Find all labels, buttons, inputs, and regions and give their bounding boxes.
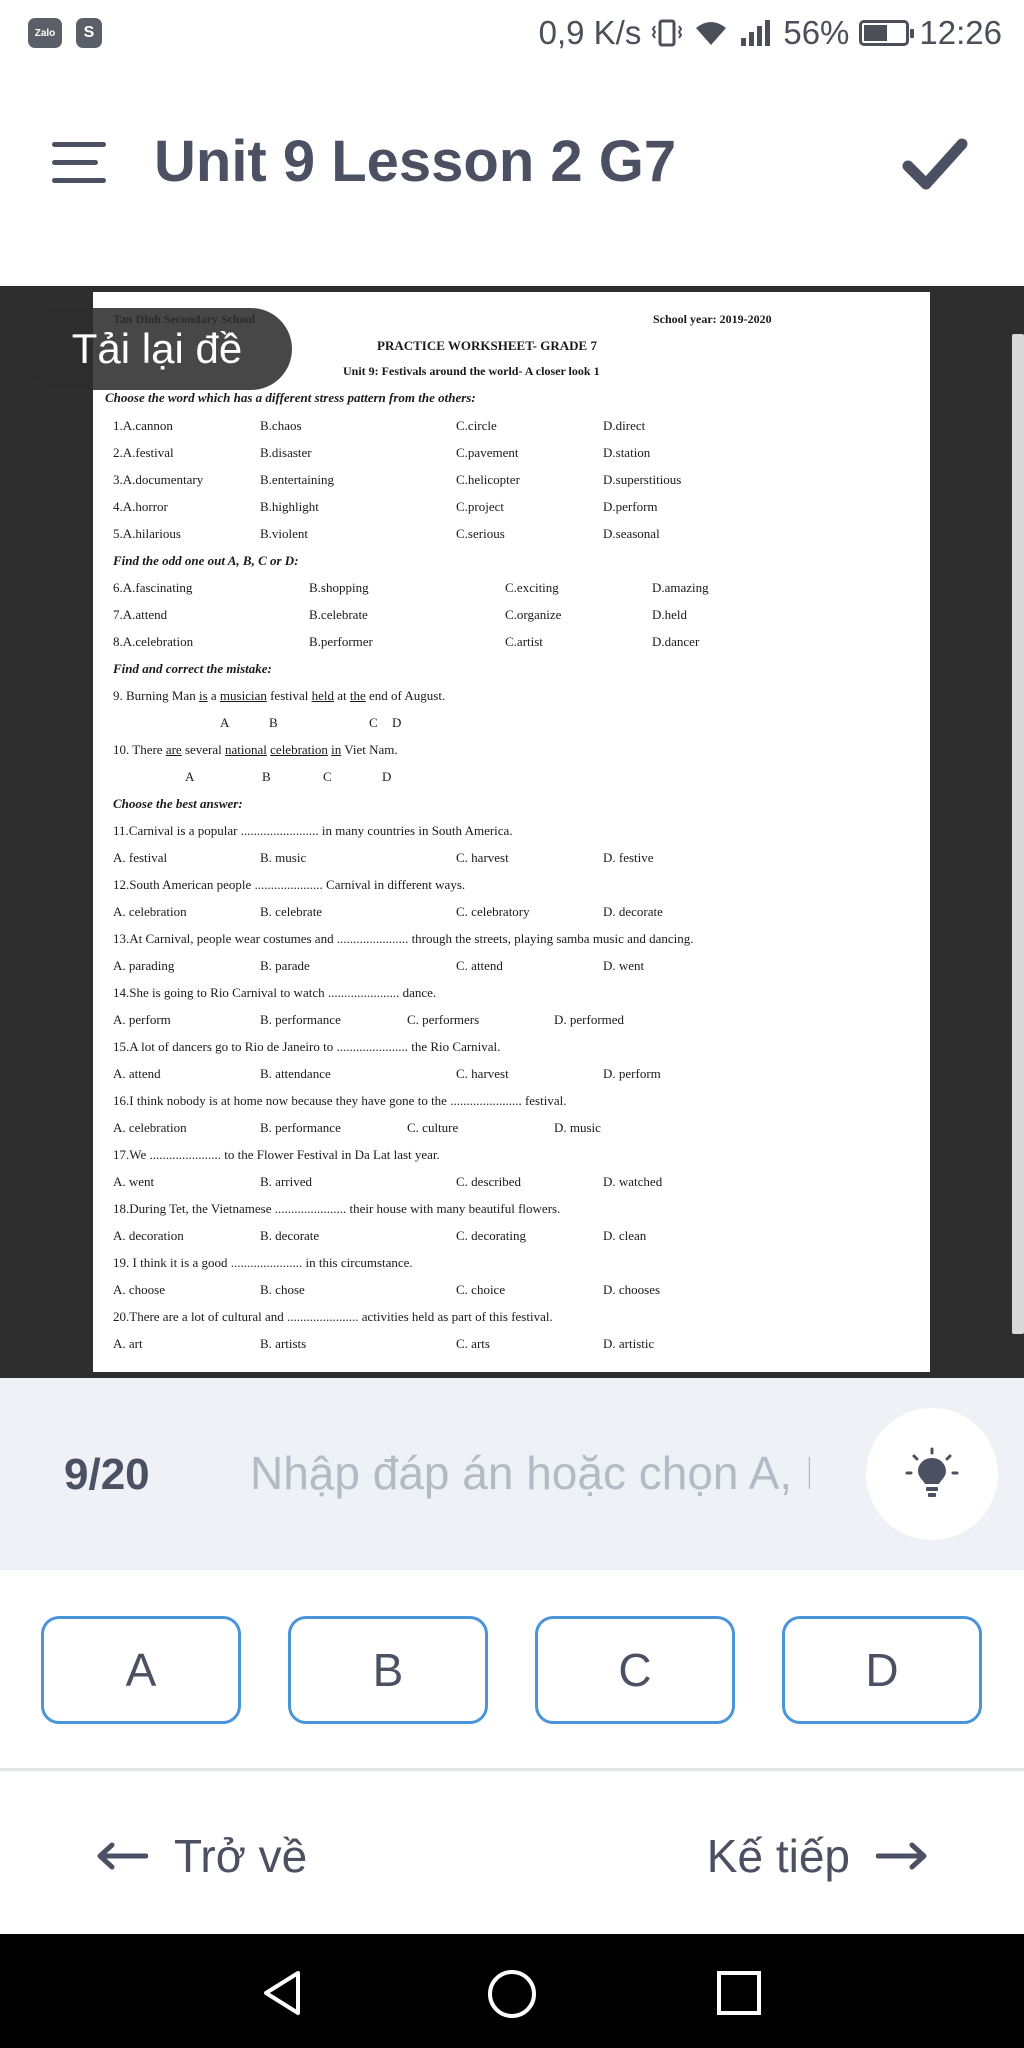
option: C.circle	[456, 418, 497, 433]
option: 4.A.horror	[113, 499, 168, 514]
answer-choices	[0, 1570, 1024, 1768]
network-speed: 0,9 K/s	[538, 14, 642, 51]
choice-a-button[interactable]: A	[41, 1616, 241, 1724]
option: D.superstitious	[603, 472, 682, 487]
option: D.perform	[603, 499, 658, 514]
lightbulb-icon	[904, 1446, 960, 1502]
question-text: 11.Carnival is a popular ........................ in many countries in South America.	[113, 823, 513, 838]
question-text: 16.I think nobody is at home now because they have gone to the ...................... festival.	[113, 1093, 567, 1108]
answer-letters: A B C D	[220, 715, 402, 730]
system-home-icon[interactable]	[486, 1968, 538, 2020]
next-button[interactable]	[707, 1821, 928, 1891]
answer-bar	[0, 1378, 1024, 1570]
worksheet-subtitle: Unit 9: Festivals around the world- A closer look 1	[343, 364, 600, 378]
option: B.celebrate	[309, 607, 368, 622]
bottom-navigation	[0, 1771, 1024, 1934]
choice-d-button[interactable]: D	[782, 1616, 982, 1724]
reload-test-button[interactable]: Tải lại đề	[22, 308, 292, 390]
page-title: Unit 9 Lesson 2 G7	[154, 129, 677, 194]
status-bar	[0, 0, 1024, 68]
option: 5.A.hilarious	[113, 526, 181, 541]
choice-c-button[interactable]: C	[535, 1616, 735, 1724]
worksheet-page: School year: 2019-2020 PRACTICE WORKSHEET- GRADE 7 Unit 9: Festivals around the world- A closer look 1 Choose the word which has a different stress pattern from the others: 1.A.cannon B.chaos C.circle D.direct 2.A.festival B.disaster C.pavement D.station 3.A.documentary B.entertaining C.helicopter D.superstitious 4.A.horror B.highlight C.project D.perform 5.A.hilarious B.violent C.serious D.seasonal Find the odd one out A, B, C or D: 6.A.fascinating B.shopping C.exciting D.amazing 7.A.attend B.celebrate C.organize D.held 8.A.celebration B.performer C.artist D.dancer Find and correct the mistake: 9. Burning Man is a musician festival held at the end of August. A B C D 10. There are several national celebration in Viet Nam. A B C D Choose the best answer: 11.Carnival is a popular ........................ in many countries in South America. A. festival B. music C. harvest D. festive 12.South American people ..................... Carnival in different ways. A. celebration B. celebrate C. celebratory D. decorate 13.At Carnival, people wear costumes and ...................... through the streets, playing samba music and dancing. A. parading B. parade C. attend D. went 14.She is going to Rio Carnival to watch ...................... dance. A. perform B. performance C. performers D. performed 15.A lot of dancers go to Rio de Janeiro to ...................... the Rio Carnival. A. attend B. attendance C. harvest D. perform 16.I think nobody is at home now because they have gone to the ...................... festival. A. celebration B. performance C. culture D. music 17.We ...................... to the Flower Festival in Da Lat last year. A. went B. arrived C. described D. watched 18.During Tet, the Vietnamese ...................... their house with many beautiful flowers. A. decoration B. decorate C. decorating D. clean 19. I think it is a good ...................... in this circumstance. A. choose B. chose C. choice D. chooses 20.There are a lot of cultural and ...................... activities held as part of this festival. A. art B. artists C. arts D. artistic	[93, 292, 930, 1372]
app-header	[0, 68, 1024, 286]
option: 7.A.attend	[113, 607, 168, 622]
option: 2.A.festival	[113, 445, 174, 460]
back-button[interactable]	[96, 1821, 307, 1891]
school-year: School year: 2019-2020	[653, 312, 772, 326]
system-navigation-bar	[0, 1934, 1024, 2048]
section-heading: Choose the word which has a different stress pattern from the others:	[105, 390, 476, 405]
arrow-right-icon	[876, 1842, 928, 1870]
option: C.serious	[456, 526, 505, 541]
zalo-app-icon: Zalo	[28, 18, 62, 48]
option: 3.A.documentary	[113, 472, 204, 487]
option: B.performer	[309, 634, 373, 649]
question-text: 14.She is going to Rio Carnival to watch ...................... dance.	[113, 985, 437, 1000]
option: D.seasonal	[603, 526, 660, 541]
option: B.disaster	[260, 445, 312, 460]
option: 6.A.fascinating	[113, 580, 193, 595]
arrow-left-icon	[96, 1842, 148, 1870]
question-progress: 9/20	[64, 1450, 150, 1499]
question-text: 15.A lot of dancers go to Rio de Janeiro to ...................... the Rio Carnival.	[113, 1039, 501, 1054]
option: D.direct	[603, 418, 646, 433]
check-icon[interactable]	[902, 134, 968, 194]
status-notifications	[28, 18, 102, 48]
battery-fill	[864, 25, 886, 41]
section-heading: Choose the best answer:	[113, 796, 243, 811]
option: B.highlight	[260, 499, 319, 514]
option: D.held	[652, 607, 688, 622]
option: C.exciting	[505, 580, 559, 595]
option: B.shopping	[309, 580, 369, 595]
question-10: 10. There are several national celebration in Viet Nam.	[113, 742, 398, 757]
option: B.entertaining	[260, 472, 335, 487]
question-text: 13.At Carnival, people wear costumes and ...................... through the streets, playing samba music and dancing.	[113, 931, 694, 946]
back-label: Trở về	[174, 1830, 308, 1882]
viewer-scrollbar[interactable]	[1012, 334, 1024, 1334]
clock: 12:26	[919, 14, 1002, 51]
option: B.chaos	[260, 418, 302, 433]
option: 1.A.cannon	[113, 418, 173, 433]
option: C.pavement	[456, 445, 519, 460]
worksheet-viewer[interactable]	[0, 286, 1024, 1378]
option: C.organize	[505, 607, 562, 622]
option: B.violent	[260, 526, 309, 541]
next-label: Kế tiếp	[706, 1830, 850, 1882]
section-heading: Find the odd one out A, B, C or D:	[113, 553, 299, 568]
question-text: 18.During Tet, the Vietnamese ...................... their house with many beautiful flowers.	[113, 1201, 561, 1216]
question-text: 17.We ...................... to the Flower Festival in Da Lat last year.	[113, 1147, 440, 1162]
option: D.dancer	[652, 634, 700, 649]
section-heading: Find and correct the mistake:	[113, 661, 272, 676]
choice-b-button[interactable]: B	[288, 1616, 488, 1724]
hint-button[interactable]	[866, 1408, 998, 1540]
answer-letters: A B C D	[185, 769, 392, 784]
question-text: 19. I think it is a good ...................... in this circumstance.	[113, 1255, 413, 1270]
worksheet-title: PRACTICE WORKSHEET- GRADE 7	[377, 338, 597, 353]
option: C.project	[456, 499, 505, 514]
hamburger-icon[interactable]	[52, 142, 110, 184]
option: 8.A.celebration	[113, 634, 194, 649]
option: D.amazing	[652, 580, 709, 595]
signal-icon	[739, 18, 773, 48]
wifi-icon	[693, 18, 729, 48]
vibrate-icon	[651, 18, 683, 48]
battery-percent: 56%	[783, 14, 850, 51]
option: C.artist	[505, 634, 543, 649]
system-back-icon[interactable]	[258, 1968, 308, 2018]
status-indicators	[539, 14, 1002, 52]
battery-icon	[859, 20, 909, 46]
question-text: 12.South American people ..................... Carnival in different ways.	[113, 877, 466, 892]
question-9: 9. Burning Man is a musician festival held at the end of August.	[113, 688, 446, 703]
system-recents-icon[interactable]	[716, 1970, 762, 2016]
question-text: 20.There are a lot of cultural and ...................... activities held as part of this festival.	[113, 1309, 553, 1324]
option: C.helicopter	[456, 472, 520, 487]
option: D.station	[603, 445, 651, 460]
answer-input[interactable]	[250, 1428, 810, 1518]
shopee-app-icon: S	[76, 18, 102, 48]
